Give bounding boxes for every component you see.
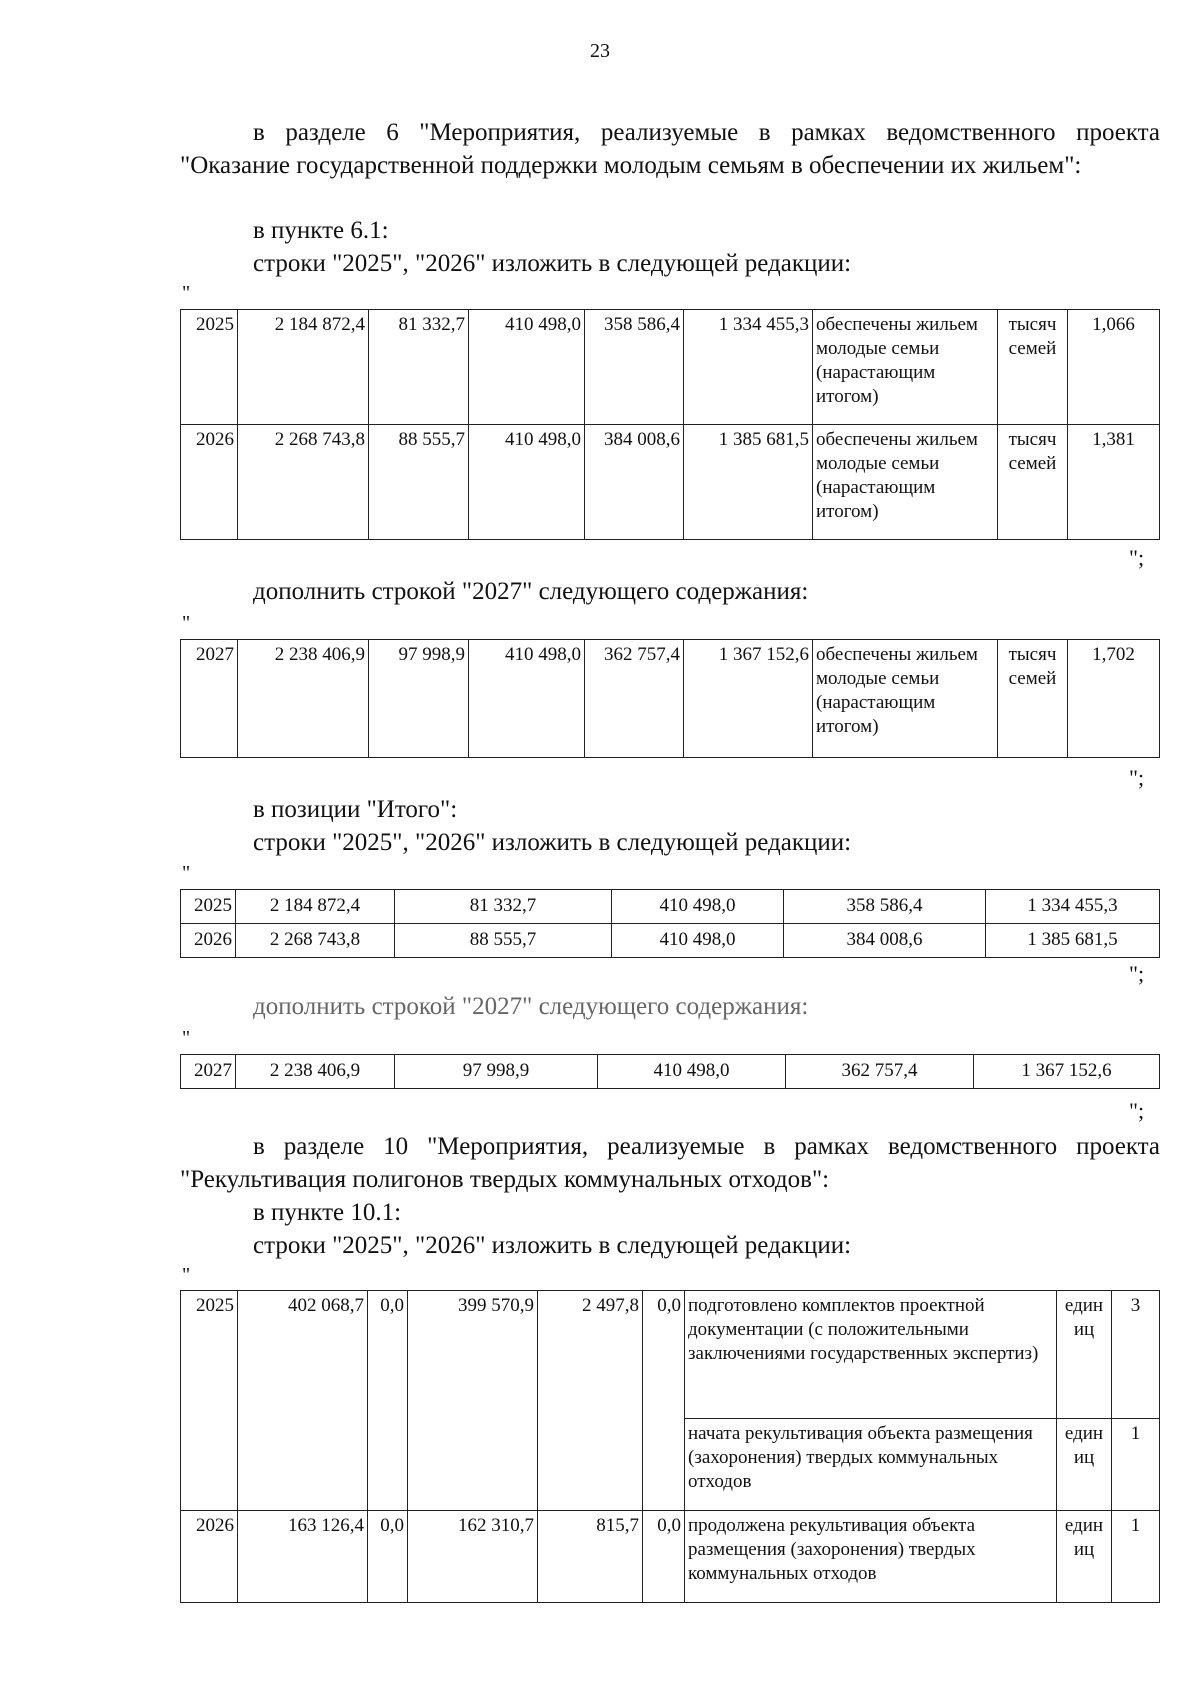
value-cell: 0,0 <box>368 1291 408 1511</box>
value-cell: 88 555,7 <box>369 425 469 540</box>
itogo-add-instruction: дополнить строкой "2027" следующего содержания: <box>253 993 809 1020</box>
indicator-value-cell: 1 <box>1112 1511 1160 1603</box>
year-cell: 2025 <box>181 310 238 425</box>
value-cell: 362 757,4 <box>585 640 684 758</box>
total-cell: 163 126,4 <box>238 1511 368 1603</box>
total-cell: 2 184 872,4 <box>236 890 395 924</box>
value-cell: 81 332,7 <box>369 310 469 425</box>
itogo-add-table <box>180 1054 1160 1089</box>
itogo-heading: в позиции "Итого": <box>253 796 458 823</box>
unit-cell: единиц <box>1057 1419 1112 1511</box>
section6-point: в пункте 6.1: <box>253 217 389 244</box>
year-cell: 2025 <box>181 890 236 924</box>
year-cell: 2025 <box>181 1291 238 1511</box>
unit-cell: единиц <box>1057 1291 1112 1419</box>
indicator-value-cell: 1,702 <box>1068 640 1160 758</box>
unit-cell: тысяч семей <box>998 310 1068 425</box>
indicator-value-cell: 1,066 <box>1068 310 1160 425</box>
quote-close: "; <box>1129 961 1145 986</box>
quote-open: " <box>182 282 191 304</box>
value-cell: 384 008,6 <box>585 425 684 540</box>
value-cell: 1 367 152,6 <box>974 1055 1160 1089</box>
total-cell: 2 238 406,9 <box>236 1055 395 1089</box>
value-cell: 1 334 455,3 <box>684 310 813 425</box>
table-row <box>181 425 1160 540</box>
indicator-cell: обеспечены жильем молодые семьи (нарастающим итогом) <box>813 425 998 540</box>
year-cell: 2026 <box>181 425 238 540</box>
page-number: 23 <box>590 40 610 62</box>
value-cell: 0,0 <box>643 1511 685 1603</box>
section10-point: в пункте 10.1: <box>253 1199 402 1226</box>
table-row <box>181 640 1160 758</box>
unit-cell: единиц <box>1057 1511 1112 1603</box>
value-cell: 2 497,8 <box>538 1291 643 1511</box>
value-cell: 358 586,4 <box>784 890 986 924</box>
value-cell: 1 367 152,6 <box>684 640 813 758</box>
value-cell: 162 310,7 <box>408 1511 538 1603</box>
quote-close: "; <box>1129 1098 1145 1123</box>
total-cell: 2 268 743,8 <box>236 924 395 958</box>
table-row <box>181 310 1160 425</box>
indicator-cell: подготовлено комплектов проектной документации (с положительными заключениями государственных экспертиз) <box>685 1291 1057 1419</box>
value-cell: 1 385 681,5 <box>986 924 1160 958</box>
table-row <box>181 1055 1160 1089</box>
table-row <box>181 1291 1160 1419</box>
table-row <box>181 890 1160 924</box>
section6-table-add <box>180 639 1160 758</box>
value-cell: 410 498,0 <box>598 1055 786 1089</box>
value-cell: 0,0 <box>368 1511 408 1603</box>
value-cell: 1 334 455,3 <box>986 890 1160 924</box>
year-cell: 2027 <box>181 640 238 758</box>
quote-open: " <box>182 612 191 634</box>
value-cell: 399 570,9 <box>408 1291 538 1511</box>
value-cell: 1 385 681,5 <box>684 425 813 540</box>
section10-intro: в разделе 10 "Мероприятия, реализуемые в рамках ведомственного проекта "Рекультивация полигонов твердых коммунальных отходов": <box>180 1133 1160 1193</box>
quote-open: " <box>182 1027 191 1049</box>
section6-table-rows <box>180 309 1160 540</box>
value-cell: 410 498,0 <box>612 890 784 924</box>
indicator-cell: обеспечены жильем молодые семьи (нарастающим итогом) <box>813 310 998 425</box>
value-cell: 88 555,7 <box>395 924 612 958</box>
value-cell: 81 332,7 <box>395 890 612 924</box>
total-cell: 2 238 406,9 <box>238 640 369 758</box>
quote-close: "; <box>1129 545 1145 570</box>
itogo-table <box>180 889 1160 958</box>
section10-table <box>180 1290 1160 1603</box>
indicator-cell: обеспечены жильем молодые семьи (нарастающим итогом) <box>813 640 998 758</box>
section6-add-instruction: дополнить строкой "2027" следующего содержания: <box>253 578 809 605</box>
value-cell: 410 498,0 <box>469 310 585 425</box>
indicator-value-cell: 1 <box>1112 1419 1160 1511</box>
section6-rows-instruction: строки "2025", "2026" изложить в следующей редакции: <box>253 250 852 277</box>
itogo-instruction: строки "2025", "2026" изложить в следующей редакции: <box>253 829 852 856</box>
section10-rows-instruction: строки "2025", "2026" изложить в следующей редакции: <box>253 1232 852 1259</box>
indicator-cell: продолжена рекультивация объекта размещения (захоронения) твердых коммунальных отходов <box>685 1511 1057 1603</box>
total-cell: 2 184 872,4 <box>238 310 369 425</box>
value-cell: 410 498,0 <box>469 640 585 758</box>
indicator-value-cell: 1,381 <box>1068 425 1160 540</box>
unit-cell: тысяч семей <box>998 425 1068 540</box>
value-cell: 384 008,6 <box>784 924 986 958</box>
value-cell: 815,7 <box>538 1511 643 1603</box>
value-cell: 358 586,4 <box>585 310 684 425</box>
value-cell: 410 498,0 <box>469 425 585 540</box>
indicator-value-cell: 3 <box>1112 1291 1160 1419</box>
year-cell: 2026 <box>181 1511 238 1603</box>
quote-open: " <box>182 1264 191 1286</box>
table-row <box>181 1511 1160 1603</box>
value-cell: 362 757,4 <box>786 1055 974 1089</box>
unit-cell: тысяч семей <box>998 640 1068 758</box>
table-row <box>181 924 1160 958</box>
quote-open: " <box>182 862 191 884</box>
section6-intro: в разделе 6 "Мероприятия, реализуемые в рамках ведомственного проекта "Оказание государственной поддержки молодым семьям в обеспечении их жильем": <box>180 119 1160 179</box>
total-cell: 2 268 743,8 <box>238 425 369 540</box>
indicator-cell: начата рекультивация объекта размещения (захоронения) твердых коммунальных отходов <box>685 1419 1057 1511</box>
year-cell: 2026 <box>181 924 236 958</box>
year-cell: 2027 <box>181 1055 236 1089</box>
value-cell: 97 998,9 <box>395 1055 598 1089</box>
value-cell: 410 498,0 <box>612 924 784 958</box>
quote-close: "; <box>1129 765 1145 790</box>
value-cell: 97 998,9 <box>369 640 469 758</box>
total-cell: 402 068,7 <box>238 1291 368 1511</box>
value-cell: 0,0 <box>643 1291 685 1511</box>
